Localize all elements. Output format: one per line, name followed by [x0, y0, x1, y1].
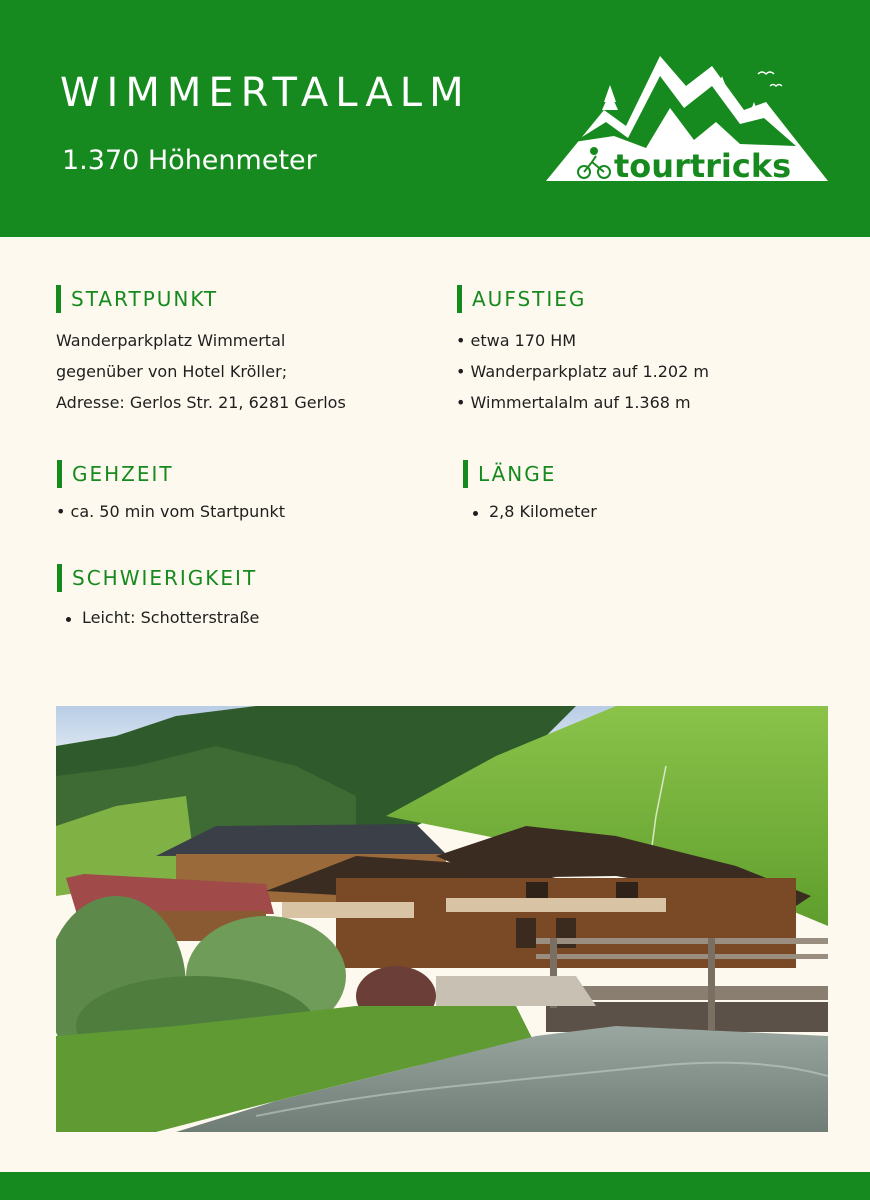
aufstieg-item: • etwa 170 HM: [456, 331, 577, 350]
laenge-item: 2,8 Kilometer: [489, 502, 597, 521]
startpunkt-heading: STARTPUNKT: [56, 285, 218, 313]
startpunkt-line: gegenüber von Hotel Kröller;: [56, 362, 288, 381]
startpunkt-line: Adresse: Gerlos Str. 21, 6281 Gerlos: [56, 393, 346, 412]
logo-text: tourtricks: [614, 147, 792, 184]
page-subtitle: 1.370 Höhenmeter: [62, 145, 317, 176]
gehzeit-heading: GEHZEIT: [57, 460, 174, 488]
gehzeit-item: • ca. 50 min vom Startpunkt: [56, 502, 285, 521]
footer-bar: [0, 1172, 870, 1200]
header-banner: [0, 0, 870, 237]
tourtricks-logo: [544, 52, 830, 184]
page-title: WIMMERTALALM: [60, 70, 471, 116]
aufstieg-item: • Wanderparkplatz auf 1.202 m: [456, 362, 709, 381]
wimmertalalm-photo: [56, 706, 828, 1132]
startpunkt-line: Wanderparkplatz Wimmertal: [56, 331, 286, 350]
schwierigkeit-heading: SCHWIERIGKEIT: [57, 564, 257, 592]
aufstieg-heading: AUFSTIEG: [457, 285, 586, 313]
laenge-bullet: [473, 511, 478, 516]
schwierigkeit-item: Leicht: Schotterstraße: [82, 608, 260, 627]
aufstieg-item: • Wimmertalalm auf 1.368 m: [456, 393, 691, 412]
schwierigkeit-bullet: [66, 617, 71, 622]
laenge-heading: LÄNGE: [463, 460, 556, 488]
